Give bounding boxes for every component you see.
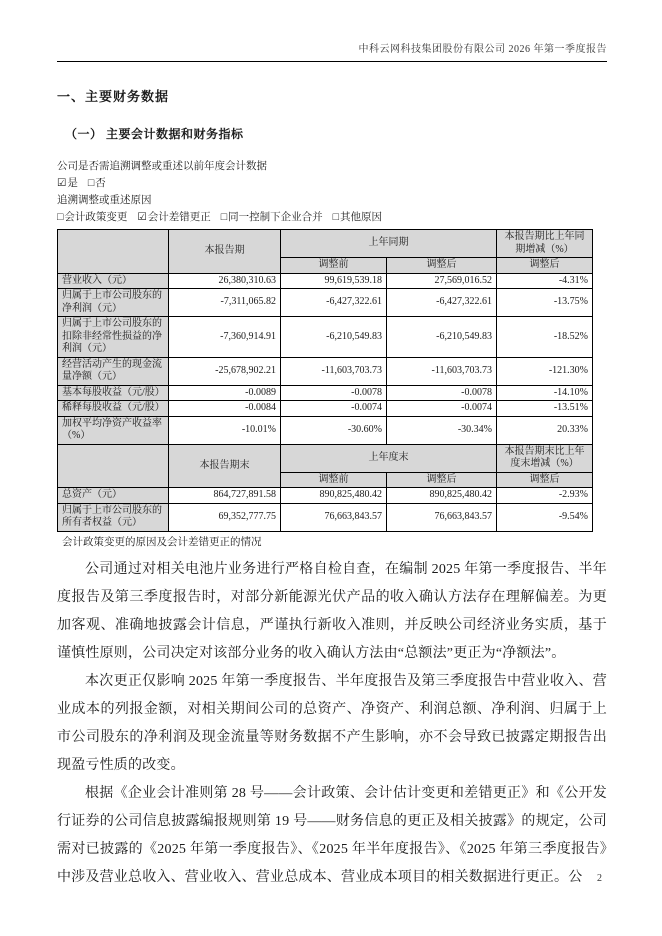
table-row-total-assets: [58, 488, 593, 504]
row-label: 基本每股收益（元/股）: [58, 385, 169, 401]
cell-value: -7,360,914.91: [169, 317, 281, 358]
checkbox-no-label: 否: [95, 178, 106, 189]
cell-value: -0.0078: [387, 385, 497, 401]
checkbox-checked-icon: ☑: [137, 212, 147, 223]
cell-value: -0.0089: [169, 385, 281, 401]
col-header-change-sub: 调整后: [497, 472, 593, 488]
col-header-change-sub: 调整后: [497, 258, 593, 274]
table-row-net-profit-excl-nonrecurring: [58, 317, 593, 358]
cell-value: 26,380,310.63: [169, 273, 281, 289]
row-label: 归属于上市公司股东的扣除非经常性损益的净利润（元）: [58, 317, 169, 358]
cell-value: -9.54%: [497, 503, 593, 531]
paragraph-correction-scope: 本次更正仅影响 2025 年第一季度报告、半年度报告及第三季度报告中营业收入、营业成本的列报金额，对相关期间公司的总资产、净资产、利润总额、净利润、归属于上市公司股东的净利润及现金流量等财务数据不产生影响，亦不会导致已披露定期报告出现盈亏性质的改变。: [57, 673, 607, 773]
checkbox-unchecked-icon: □: [57, 212, 64, 223]
checkbox-other-reason-label: 其他原因: [339, 212, 382, 223]
col-header-prior-period-group: 上年同期: [281, 230, 497, 258]
row-label: 经营活动产生的现金流量净额（元）: [58, 357, 169, 385]
cell-value: -6,427,322.61: [387, 289, 497, 317]
row-label: 归属于上市公司股东的净利润（元）: [58, 289, 169, 317]
cell-value: -7,311,065.82: [169, 289, 281, 317]
cell-value: -11,603,703.73: [387, 357, 497, 385]
checkbox-unchecked-icon: □: [87, 178, 95, 189]
cell-value: 76,663,843.57: [281, 503, 387, 531]
col-header-post-adjust: 调整后: [387, 472, 497, 488]
checkbox-policy-change-label: 会计政策变更: [64, 212, 128, 223]
cell-value: -30.60%: [281, 416, 387, 444]
section-heading: 一、主要财务数据: [57, 89, 170, 104]
table-row-diluted-eps: [58, 401, 593, 417]
subsection-heading: （一） 主要会计数据和财务指标: [65, 127, 244, 141]
col-header-pre-adjust: 调整前: [281, 472, 387, 488]
table-row-operating-cash-flow: [58, 357, 593, 385]
col-header-current-period: 本报告期: [169, 230, 281, 274]
restatement-reason-title: 追溯调整或重述原因: [57, 195, 152, 206]
header-divider: [57, 61, 607, 62]
col-header-period-end-change: 本报告期末比上年度末增减（%）: [497, 444, 593, 472]
table-header-row-1: [58, 230, 593, 258]
cell-value: -13.51%: [497, 401, 593, 417]
row-label: 总资产（元）: [58, 488, 169, 504]
checkbox-checked-icon: ☑: [57, 178, 67, 189]
body-paragraphs: [57, 556, 607, 892]
cell-value: -0.0074: [387, 401, 497, 417]
restatement-question: 公司是否需追溯调整或重述以前年度会计数据: [57, 161, 267, 172]
paragraph-regulation-basis: 根据《企业会计准则第 28 号——会计政策、会计估计变更和差错更正》和《公开发行证券的公司信息披露编报规则第 19 号——财务信息的更正及相关披露》的规定，公司需对已披露的《2025 年第一季度报告》、《2025 年半年度报告》、《2025 年第三季度报告》中涉及营业总收入、营业收入、营业总成本、营业成本项目的相关数据进行更正。公: [57, 785, 607, 885]
cell-value: -6,427,322.61: [281, 289, 387, 317]
cell-value: -0.0084: [169, 401, 281, 417]
checkbox-no: [88, 178, 106, 189]
cell-value: 69,352,777.75: [169, 503, 281, 531]
checkbox-unchecked-icon: □: [220, 212, 228, 223]
cell-value: -11,603,703.73: [281, 357, 387, 385]
checkbox-policy-change: [57, 212, 127, 223]
cell-value: -0.0074: [281, 401, 387, 417]
col-header-prior-year-end-group: 上年度末: [281, 444, 497, 472]
col-header-change: 本报告期比上年同期增减（%）: [497, 230, 593, 258]
table-row-weighted-avg-roe: [58, 416, 593, 444]
table-header-row-3: [58, 444, 593, 472]
cell-value: -25,678,902.21: [169, 357, 281, 385]
cell-value: 27,569,016.52: [387, 273, 497, 289]
cell-value: -121.30%: [497, 357, 593, 385]
row-label: 稀释每股收益（元/股）: [58, 401, 169, 417]
cell-value: -14.10%: [497, 385, 593, 401]
checkbox-yes-label: 是: [67, 178, 78, 189]
page-number: 2: [597, 873, 602, 884]
corner-cell: [58, 444, 169, 488]
checkbox-error-correction: [137, 212, 210, 223]
cell-value: -18.52%: [497, 317, 593, 358]
checkbox-other-reason: [333, 212, 382, 223]
cell-value: -10.01%: [169, 416, 281, 444]
cell-value: 890,825,480.42: [281, 488, 387, 504]
table-row-revenue: [58, 273, 593, 289]
checkbox-common-control-merger-label: 同一控制下企业合并: [228, 212, 323, 223]
checkbox-yes: [57, 178, 78, 189]
checkbox-unchecked-icon: □: [332, 212, 339, 223]
cell-value: 864,727,891.58: [169, 488, 281, 504]
document-header-title: 中科云网科技集团股份有限公司 2026 年第一季度报告: [358, 44, 607, 55]
table-row-basic-eps: [58, 385, 593, 401]
cell-value: -4.31%: [497, 273, 593, 289]
financial-data-table: [57, 229, 593, 532]
row-label: 归属于上市公司股东的所有者权益（元）: [58, 503, 169, 531]
restatement-block: [57, 158, 607, 226]
checkbox-error-correction-label: 会计差错更正: [147, 212, 211, 223]
cell-value: -6,210,549.83: [387, 317, 497, 358]
cell-value: 890,825,480.42: [387, 488, 497, 504]
table-row-owners-equity: [58, 503, 593, 531]
row-label: 加权平均净资产收益率（%）: [58, 416, 169, 444]
cell-value: -0.0078: [281, 385, 387, 401]
cell-value: 76,663,843.57: [387, 503, 497, 531]
cell-value: 99,619,539.18: [281, 273, 387, 289]
table-row-net-profit: [58, 289, 593, 317]
table-footnote: 会计政策变更的原因及会计差错更正的情况: [62, 536, 262, 548]
col-header-pre-adjust: 调整前: [281, 258, 387, 274]
col-header-current-period-end: 本报告期末: [169, 444, 281, 488]
restatement-answer-row: [57, 175, 607, 192]
cell-value: -13.75%: [497, 289, 593, 317]
cell-value: -2.93%: [497, 488, 593, 504]
corner-cell: [58, 230, 169, 274]
cell-value: -30.34%: [387, 416, 497, 444]
checkbox-common-control-merger: [221, 212, 323, 223]
cell-value: 20.33%: [497, 416, 593, 444]
cell-value: -6,210,549.83: [281, 317, 387, 358]
row-label: 营业收入（元）: [58, 273, 169, 289]
col-header-post-adjust: 调整后: [387, 258, 497, 274]
paragraph-self-inspection: 公司通过对相关电池片业务进行严格自检自查，在编制 2025 年第一季度报告、半年度报告及第三季度报告时，对部分新能源光伏产品的收入确认方法存在理解偏差。为更加客观、准确地披露会计信息，严谨执行新收入准则，并反映公司经济业务实质，基于谨慎性原则，公司决定对该部分业务的收入确认方法由“总额法”更正为“净额法”。: [57, 561, 607, 661]
restatement-reason-row: [57, 209, 607, 226]
